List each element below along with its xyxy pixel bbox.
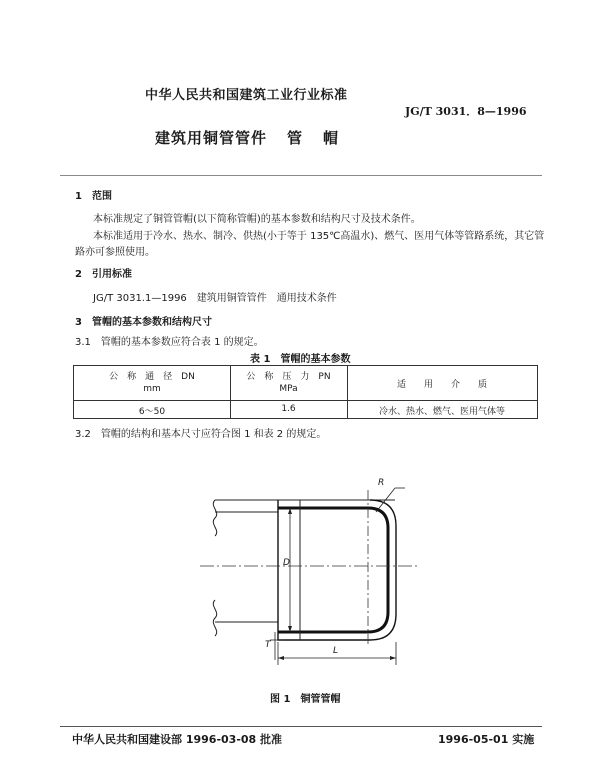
title-main: 建筑用铜管管件 xyxy=(155,129,268,147)
table-cell-pn: 1.6 xyxy=(281,404,296,414)
label-t: T xyxy=(265,640,271,650)
table-cell-media: 冷水、热水、燃气、医用气体等 xyxy=(378,407,505,417)
table-header-dn: 公 称 通 径 DN xyxy=(109,372,195,382)
section-2-reference: JG/T 3031.1—1996 建筑用铜管管件 通用技术条件 xyxy=(93,293,337,304)
figure-1-caption: 图 1 铜管管帽 xyxy=(270,694,341,705)
table-header-pn: 公 称 压 力 PN xyxy=(246,372,331,382)
table-header-media: 适 用 介 质 xyxy=(396,380,487,390)
clause-3-1: 3.1 管帽的基本参数应符合表 1 的规定。 xyxy=(75,337,264,348)
title-sub-2: 帽 xyxy=(323,129,340,147)
section-1-para-2-line-1: 本标准适用于冷水、热水、制冷、供热(小于等于 135℃高温水)、燃气、医用气体等管路系统，其它管 xyxy=(93,231,545,242)
label-r: R xyxy=(378,478,385,488)
section-1-para-2-line-2: 路亦可参照使用。 xyxy=(75,247,155,258)
clause-3-2: 3.2 管帽的结构和基本尺寸应符合图 1 和表 2 的规定。 xyxy=(75,429,327,440)
table-1-caption: 表 1 管帽的基本参数 xyxy=(250,354,351,365)
section-3-heading: 3 管帽的基本参数和结构尺寸 xyxy=(75,317,212,328)
table-header-dn-unit: mm xyxy=(143,384,161,394)
label-l: L xyxy=(333,646,339,656)
title-sub-1: 管 xyxy=(287,129,304,147)
footer-divider xyxy=(60,726,542,727)
issuing-organization: 中华人民共和国建筑工业行业标准 xyxy=(145,88,348,103)
table-header-pn-unit: MPa xyxy=(279,384,298,394)
label-d: D xyxy=(283,558,290,568)
section-2-heading: 2 引用标准 xyxy=(75,269,132,280)
table-cell-dn: 6～50 xyxy=(138,407,166,417)
effective-date: 1996-05-01 实施 xyxy=(438,733,535,746)
approval-line: 中华人民共和国建设部 1996-03-08 批准 xyxy=(72,733,283,746)
section-1-para-1: 本标准规定了铜管管帽(以下简称管帽)的基本参数和结构尺寸及技术条件。 xyxy=(93,214,421,225)
standard-code: JG/T 3031．8—1996 xyxy=(405,105,527,118)
section-1-heading: 1 范围 xyxy=(75,191,112,202)
